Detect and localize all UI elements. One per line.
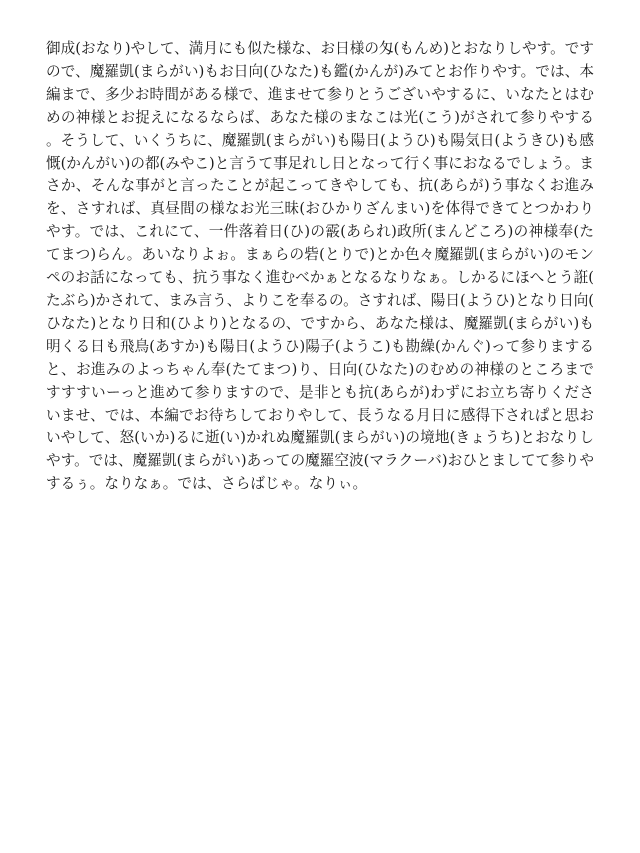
body-paragraph: 御成(おなり)やして、満月にも似た様な、お日様の匁(もんめ)とおなりしやす。ですので、魔羅凱(まらがい)もお日向(ひなた)も鑑(かんが)みてとお作りやす。では、本編まで、多少お時間がある様で、進ませて参りとうございやするに、いなたとはむめの神様とお捉えになるならば、あなた様のまなこは光(こう)がされて参りやする。そうして、いくうちに、魔羅凱(まらがい)も陽日(ようひ)も陽気日(ようきひ)も感慨(かんがい)の都(みやこ)と言うて事足れし日となって行く事におなるでしょう。まさか、そんな事がと言ったことが起こってきやしても、抗(あらが)う事なくお進みを、さすれば、真昼間の様なお光三昧(おひかりざんまい)を体得できてとつかわりやす。では、これにて、一件落着日(ひ)の霰(あられ)政所(まんどころ)の神様奉(たてまつ)らん。あいなりよぉ。まぁらの砦(とりで)とか色々魔羅凱(まらがい)のモンペのお話になっても、抗う事なく進むべかぁとなるなりなぁ。しかるにほへとう誑(たぶら)かされて、まみ言う、よりこを奉るの。さすれば、陽日(ようひ)となり日向(ひなた)となり日和(ひより)となるの、ですから、あなた様は、魔羅凱(まらがい)も明くる日も飛鳥(あすか)も陽日(ようひ)陽子(ようこ)も勘繰(かんぐ)って参りますると、お進みのよっちゃん奉(たてまつ)り、日向(ひなた)のむめの神様のところまですすすいーっと進めて参りますので、是非とも抗(あらが)わずにお立ち寄りくださいませ、では、本編でお待ちしておりやして、長うなる月日に感得下されぱと思おいやして、怒(いか)るに逝(い)かれぬ魔羅凱(まらがい)の境地(きょうち)とおなりしやす。では、魔羅凱(まらがい)あっての魔羅空波(マラクーバ)おひとましてて参りやするぅ。なりなぁ。では、さらばじゃ。なりぃ。 — [46, 40, 595, 493]
